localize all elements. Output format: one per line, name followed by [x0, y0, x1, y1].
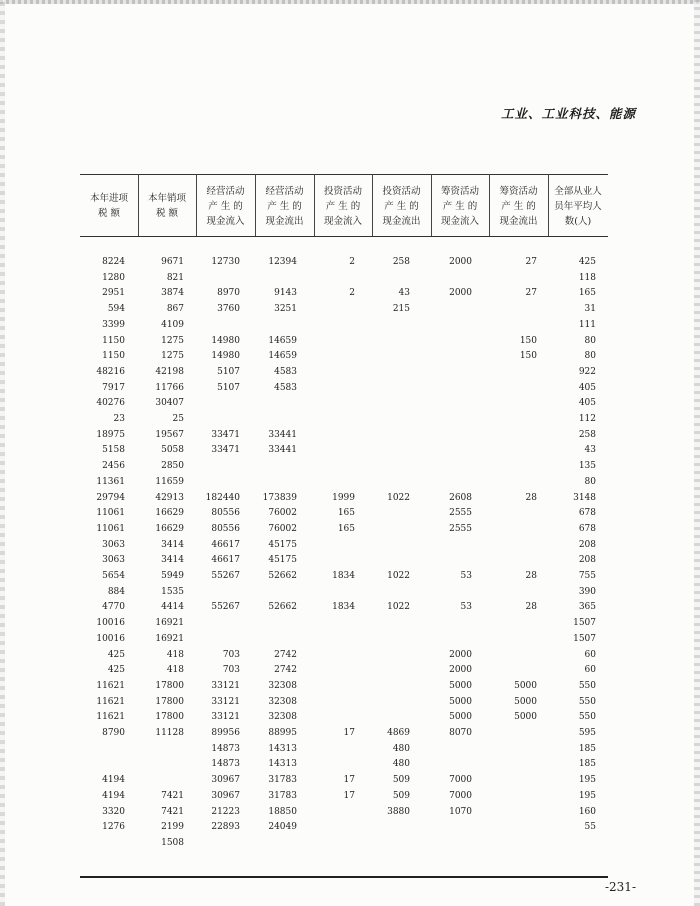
- table-cell: 1150: [102, 335, 125, 346]
- column-divider: [372, 174, 373, 236]
- table-row: [80, 255, 608, 271]
- column-divider: [548, 174, 549, 236]
- table-cell: 8224: [102, 257, 125, 267]
- table-cell: 1507: [573, 618, 596, 629]
- table-cell: 7000: [449, 775, 472, 786]
- table-cell: 365: [578, 602, 596, 613]
- table-cell: 42913: [155, 492, 184, 503]
- table-cell: 2000: [449, 649, 472, 660]
- table-row: [80, 616, 608, 632]
- table-cell: 22893: [211, 822, 240, 833]
- table-cell: 195: [578, 790, 596, 801]
- table-cell: 30967: [211, 775, 240, 786]
- table-cell: 182440: [205, 492, 240, 503]
- table-row: [80, 365, 608, 381]
- table-cell: 5000: [449, 712, 472, 723]
- table-cell: 678: [578, 523, 596, 534]
- table-cell: 884: [107, 586, 125, 597]
- table-cell: 2000: [449, 288, 472, 299]
- table-cell: 821: [166, 272, 184, 283]
- column-header: 投资活动 产 生 的 现金流入: [323, 185, 362, 227]
- table-cell: 1022: [387, 602, 410, 613]
- table-cell: 53: [460, 602, 472, 613]
- table-row: [80, 742, 608, 758]
- table-cell: 4194: [102, 790, 125, 801]
- table-row: [80, 522, 608, 538]
- table-header-rule: [80, 236, 608, 237]
- table-cell: 509: [392, 775, 410, 786]
- table-cell: 33471: [211, 429, 240, 440]
- table-cell: 33121: [211, 696, 240, 707]
- table-cell: 5000: [449, 680, 472, 691]
- table-cell: 215: [392, 304, 410, 315]
- table-cell: 55267: [211, 602, 240, 613]
- table-cell: 1508: [161, 837, 184, 848]
- table-row: [80, 318, 608, 334]
- table-cell: 1535: [161, 586, 184, 597]
- table-cell: 118: [578, 272, 596, 283]
- table-cell: 80556: [211, 508, 240, 519]
- table-cell: 5000: [514, 712, 537, 723]
- table-cell: 30967: [211, 790, 240, 801]
- table-cell: 28: [525, 571, 537, 581]
- table-cell: 28: [525, 602, 537, 613]
- table-row: [80, 632, 608, 648]
- table-cell: 258: [392, 257, 410, 267]
- column-divider: [314, 174, 315, 236]
- table-cell: 165: [337, 508, 355, 519]
- table-cell: 1022: [387, 571, 410, 581]
- table-cell: 7421: [161, 806, 184, 817]
- table-cell: 3148: [573, 492, 596, 503]
- table-top-rule: [80, 174, 608, 175]
- table-cell: 390: [578, 586, 596, 597]
- table-cell: 165: [578, 288, 596, 299]
- table-cell: 405: [578, 398, 596, 409]
- column-divider: [255, 174, 256, 236]
- table-row: [80, 443, 608, 459]
- table-cell: 3063: [102, 539, 125, 550]
- table-row: [80, 349, 608, 365]
- table-cell: 45175: [268, 539, 297, 550]
- table-cell: 185: [578, 743, 596, 754]
- table-cell: 2742: [274, 649, 297, 660]
- table-cell: 52662: [268, 602, 297, 613]
- table-cell: 2000: [449, 665, 472, 676]
- column-header: 筹资活动 产 生 的 现金流入: [440, 185, 479, 227]
- column-header: 全部从业人 员年平均人 数(人): [554, 185, 602, 227]
- table-row: [80, 757, 608, 773]
- table-cell: 9671: [161, 257, 184, 267]
- table-cell: 14659: [268, 351, 297, 362]
- table-cell: 1280: [102, 272, 125, 283]
- table-cell: 21223: [211, 806, 240, 817]
- table-cell: 23: [113, 414, 125, 424]
- table-cell: 31783: [268, 790, 297, 801]
- table-cell: 30407: [155, 398, 184, 409]
- table-row: [80, 726, 608, 742]
- table-cell: 80556: [211, 523, 240, 534]
- table-cell: 550: [578, 712, 596, 723]
- table-row: [80, 459, 608, 475]
- table-cell: 1507: [573, 633, 596, 644]
- table-cell: 46617: [211, 539, 240, 550]
- table-cell: 208: [578, 539, 596, 550]
- table-cell: 4583: [274, 366, 297, 377]
- table-cell: 43: [584, 445, 596, 456]
- table-cell: 18975: [96, 429, 125, 440]
- table-cell: 258: [578, 429, 596, 440]
- table-cell: 33121: [211, 680, 240, 691]
- table-cell: 2742: [274, 665, 297, 676]
- table-cell: 31783: [268, 775, 297, 786]
- table-cell: 16629: [155, 523, 184, 534]
- table-cell: 12394: [268, 257, 297, 267]
- table-cell: 33471: [211, 445, 240, 456]
- table-cell: 2456: [102, 461, 125, 472]
- table-cell: 52662: [268, 571, 297, 581]
- table-cell: 1834: [332, 571, 355, 581]
- table-cell: 76002: [268, 523, 297, 534]
- table-cell: 160: [578, 806, 596, 817]
- table-cell: 33441: [268, 429, 297, 440]
- column-header: 经营活动 产 生 的 现金流出: [265, 185, 304, 227]
- table-cell: 418: [166, 665, 184, 676]
- table-row: [80, 538, 608, 554]
- column-header: 投资活动 产 生 的 现金流出: [382, 185, 421, 227]
- table-cell: 14313: [268, 743, 297, 754]
- table-bottom-rule: [80, 876, 608, 878]
- table-cell: 18850: [268, 806, 297, 817]
- table-cell: 867: [166, 304, 184, 315]
- table-cell: 9143: [274, 288, 297, 299]
- table-cell: 165: [337, 523, 355, 534]
- table-cell: 2: [349, 288, 355, 299]
- table-cell: 3399: [102, 319, 125, 330]
- table-cell: 509: [392, 790, 410, 801]
- table-row: [80, 396, 608, 412]
- table-cell: 2608: [449, 492, 472, 503]
- table-cell: 24049: [268, 822, 297, 833]
- table-cell: 418: [166, 649, 184, 660]
- table-cell: 40276: [96, 398, 125, 409]
- table-cell: 5654: [102, 571, 125, 581]
- table-cell: 594: [107, 304, 125, 315]
- column-divider: [489, 174, 490, 236]
- table-cell: 1275: [161, 335, 184, 346]
- column-divider: [196, 174, 197, 236]
- table-cell: 595: [578, 728, 596, 738]
- table-cell: 33121: [211, 712, 240, 723]
- table-cell: 4869: [387, 728, 410, 738]
- table-cell: 12730: [211, 257, 240, 267]
- table-row: [80, 679, 608, 695]
- scan-edge-top: [0, 0, 700, 4]
- table-cell: 4583: [274, 382, 297, 393]
- table-row: [80, 663, 608, 679]
- table-cell: 2951: [102, 288, 125, 299]
- table-cell: 17: [343, 775, 355, 786]
- table-cell: 5000: [514, 680, 537, 691]
- table-cell: 185: [578, 759, 596, 770]
- table-cell: 55267: [211, 571, 240, 581]
- running-head: 工业、工业科技、能源: [500, 106, 636, 121]
- table-cell: 5107: [217, 382, 240, 393]
- table-cell: 3414: [161, 555, 184, 566]
- table-cell: 53: [460, 571, 472, 581]
- table-cell: 27: [525, 257, 537, 267]
- table-cell: 11361: [96, 476, 125, 487]
- column-header: 经营活动 产 生 的 现金流入: [206, 185, 245, 227]
- page-number: -231-: [604, 880, 636, 894]
- table-cell: 4194: [102, 775, 125, 786]
- table-cell: 17: [343, 728, 355, 738]
- table-cell: 46617: [211, 555, 240, 566]
- table-cell: 80: [584, 335, 596, 346]
- table-cell: 32308: [268, 712, 297, 723]
- table-row: [80, 695, 608, 711]
- table-row: [80, 553, 608, 569]
- table-cell: 922: [578, 366, 596, 377]
- table-row: [80, 491, 608, 507]
- table-cell: 80: [584, 476, 596, 487]
- table-cell: 678: [578, 508, 596, 519]
- table-row: [80, 381, 608, 397]
- table-row: [80, 585, 608, 601]
- table-cell: 111: [578, 319, 596, 330]
- table-cell: 150: [519, 351, 537, 362]
- column-divider: [431, 174, 432, 236]
- table-row: [80, 506, 608, 522]
- table-cell: 3414: [161, 539, 184, 550]
- table-cell: 8070: [449, 728, 472, 738]
- table-cell: 425: [107, 665, 125, 676]
- table-row: [80, 412, 608, 428]
- table-cell: 405: [578, 382, 596, 393]
- table-row: [80, 475, 608, 491]
- table-cell: 14659: [268, 335, 297, 346]
- table-row: [80, 648, 608, 664]
- table-cell: 5107: [217, 366, 240, 377]
- table-cell: 11621: [96, 712, 125, 723]
- table-cell: 45175: [268, 555, 297, 566]
- table-cell: 7000: [449, 790, 472, 801]
- table-cell: 27: [525, 288, 537, 299]
- table-cell: 60: [584, 665, 596, 676]
- table-cell: 5949: [161, 571, 184, 581]
- table-cell: 150: [519, 335, 537, 346]
- table-cell: 25: [172, 414, 184, 424]
- table-row: [80, 600, 608, 616]
- table-cell: 31: [584, 304, 596, 315]
- table-cell: 3320: [102, 806, 125, 817]
- table-cell: 480: [392, 759, 410, 770]
- table-cell: 16629: [155, 508, 184, 519]
- table-cell: 5058: [161, 445, 184, 456]
- column-header: 本年进项 税 额: [89, 193, 128, 219]
- table-cell: 2199: [161, 822, 184, 833]
- table-cell: 11621: [96, 696, 125, 707]
- table-cell: 88995: [268, 728, 297, 738]
- table-cell: 4109: [161, 319, 184, 330]
- table-cell: 11766: [155, 382, 184, 393]
- table-cell: 208: [578, 555, 596, 566]
- table-cell: 755: [578, 571, 596, 581]
- table-cell: 425: [578, 257, 596, 267]
- table-cell: 11621: [96, 680, 125, 691]
- table-cell: 42198: [155, 366, 184, 377]
- table-cell: 43: [398, 288, 410, 299]
- table-row: [80, 789, 608, 805]
- table-cell: 1070: [449, 806, 472, 817]
- table-cell: 14980: [211, 335, 240, 346]
- table-row: [80, 334, 608, 350]
- table-cell: 5000: [449, 696, 472, 707]
- table-cell: 55: [584, 822, 596, 833]
- table-row: [80, 271, 608, 287]
- table-cell: 5000: [514, 696, 537, 707]
- table-cell: 14980: [211, 351, 240, 362]
- table-cell: 3880: [387, 806, 410, 817]
- table-cell: 17800: [155, 696, 184, 707]
- table-cell: 33441: [268, 445, 297, 456]
- table-row: [80, 428, 608, 444]
- table-cell: 8790: [102, 728, 125, 738]
- table-cell: 2555: [449, 523, 472, 534]
- table-cell: 135: [578, 461, 596, 472]
- table-cell: 3874: [161, 288, 184, 299]
- table-cell: 1150: [102, 351, 125, 362]
- table-cell: 3251: [274, 304, 297, 315]
- table-row: [80, 710, 608, 726]
- table-cell: 112: [578, 414, 596, 424]
- table-cell: 1276: [102, 822, 125, 833]
- column-header: 筹资活动 产 生 的 现金流出: [499, 185, 538, 227]
- table-cell: 60: [584, 649, 596, 660]
- table-cell: 80: [584, 351, 596, 362]
- table-cell: 1834: [332, 602, 355, 613]
- table-cell: 28: [525, 492, 537, 503]
- table-cell: 195: [578, 775, 596, 786]
- table-cell: 11061: [96, 508, 125, 519]
- table-cell: 14873: [211, 759, 240, 770]
- table-cell: 11128: [155, 728, 184, 738]
- table-cell: 29794: [96, 492, 125, 503]
- table-cell: 173839: [262, 492, 297, 503]
- table-cell: 5158: [102, 445, 125, 456]
- table-cell: 2000: [449, 257, 472, 267]
- table-cell: 703: [222, 649, 240, 660]
- table-row: [80, 836, 608, 852]
- table-cell: 32308: [268, 680, 297, 691]
- table-cell: 14873: [211, 743, 240, 754]
- table-cell: 11659: [155, 476, 184, 487]
- column-divider: [138, 174, 139, 236]
- table-cell: 425: [107, 649, 125, 660]
- table-row: [80, 820, 608, 836]
- table-cell: 16921: [155, 618, 184, 629]
- table-cell: 703: [222, 665, 240, 676]
- table-cell: 32308: [268, 696, 297, 707]
- table-cell: 10016: [96, 618, 125, 629]
- scan-edge-left: [0, 0, 5, 906]
- table-cell: 89956: [211, 728, 240, 738]
- table-row: [80, 569, 608, 585]
- table-cell: 7421: [161, 790, 184, 801]
- table-row: [80, 286, 608, 302]
- table-cell: 7917: [102, 382, 125, 393]
- table-cell: 3760: [217, 304, 240, 315]
- table-row: [80, 805, 608, 821]
- table-cell: 1275: [161, 351, 184, 362]
- table-cell: 550: [578, 680, 596, 691]
- table-cell: 2555: [449, 508, 472, 519]
- table-cell: 2: [349, 257, 355, 267]
- table-cell: 4414: [161, 602, 184, 613]
- table-cell: 480: [392, 743, 410, 754]
- table-cell: 17800: [155, 680, 184, 691]
- table-cell: 17: [343, 790, 355, 801]
- table-row: [80, 773, 608, 789]
- scan-edge-right: [694, 0, 700, 906]
- table-cell: 48216: [96, 366, 125, 377]
- table-cell: 76002: [268, 508, 297, 519]
- table-cell: 10016: [96, 633, 125, 644]
- table-cell: 19567: [155, 429, 184, 440]
- table-cell: 1999: [332, 492, 355, 503]
- table-cell: 17800: [155, 712, 184, 723]
- table-cell: 8970: [217, 288, 240, 299]
- table-cell: 16921: [155, 633, 184, 644]
- table-cell: 14313: [268, 759, 297, 770]
- column-header: 本年销项 税 额: [147, 193, 186, 219]
- table-cell: 4770: [102, 602, 125, 613]
- table-cell: 2850: [161, 461, 184, 472]
- table-row: [80, 302, 608, 318]
- table-cell: 11061: [96, 523, 125, 534]
- table-cell: 3063: [102, 555, 125, 566]
- table-cell: 1022: [387, 492, 410, 503]
- table-cell: 550: [578, 696, 596, 707]
